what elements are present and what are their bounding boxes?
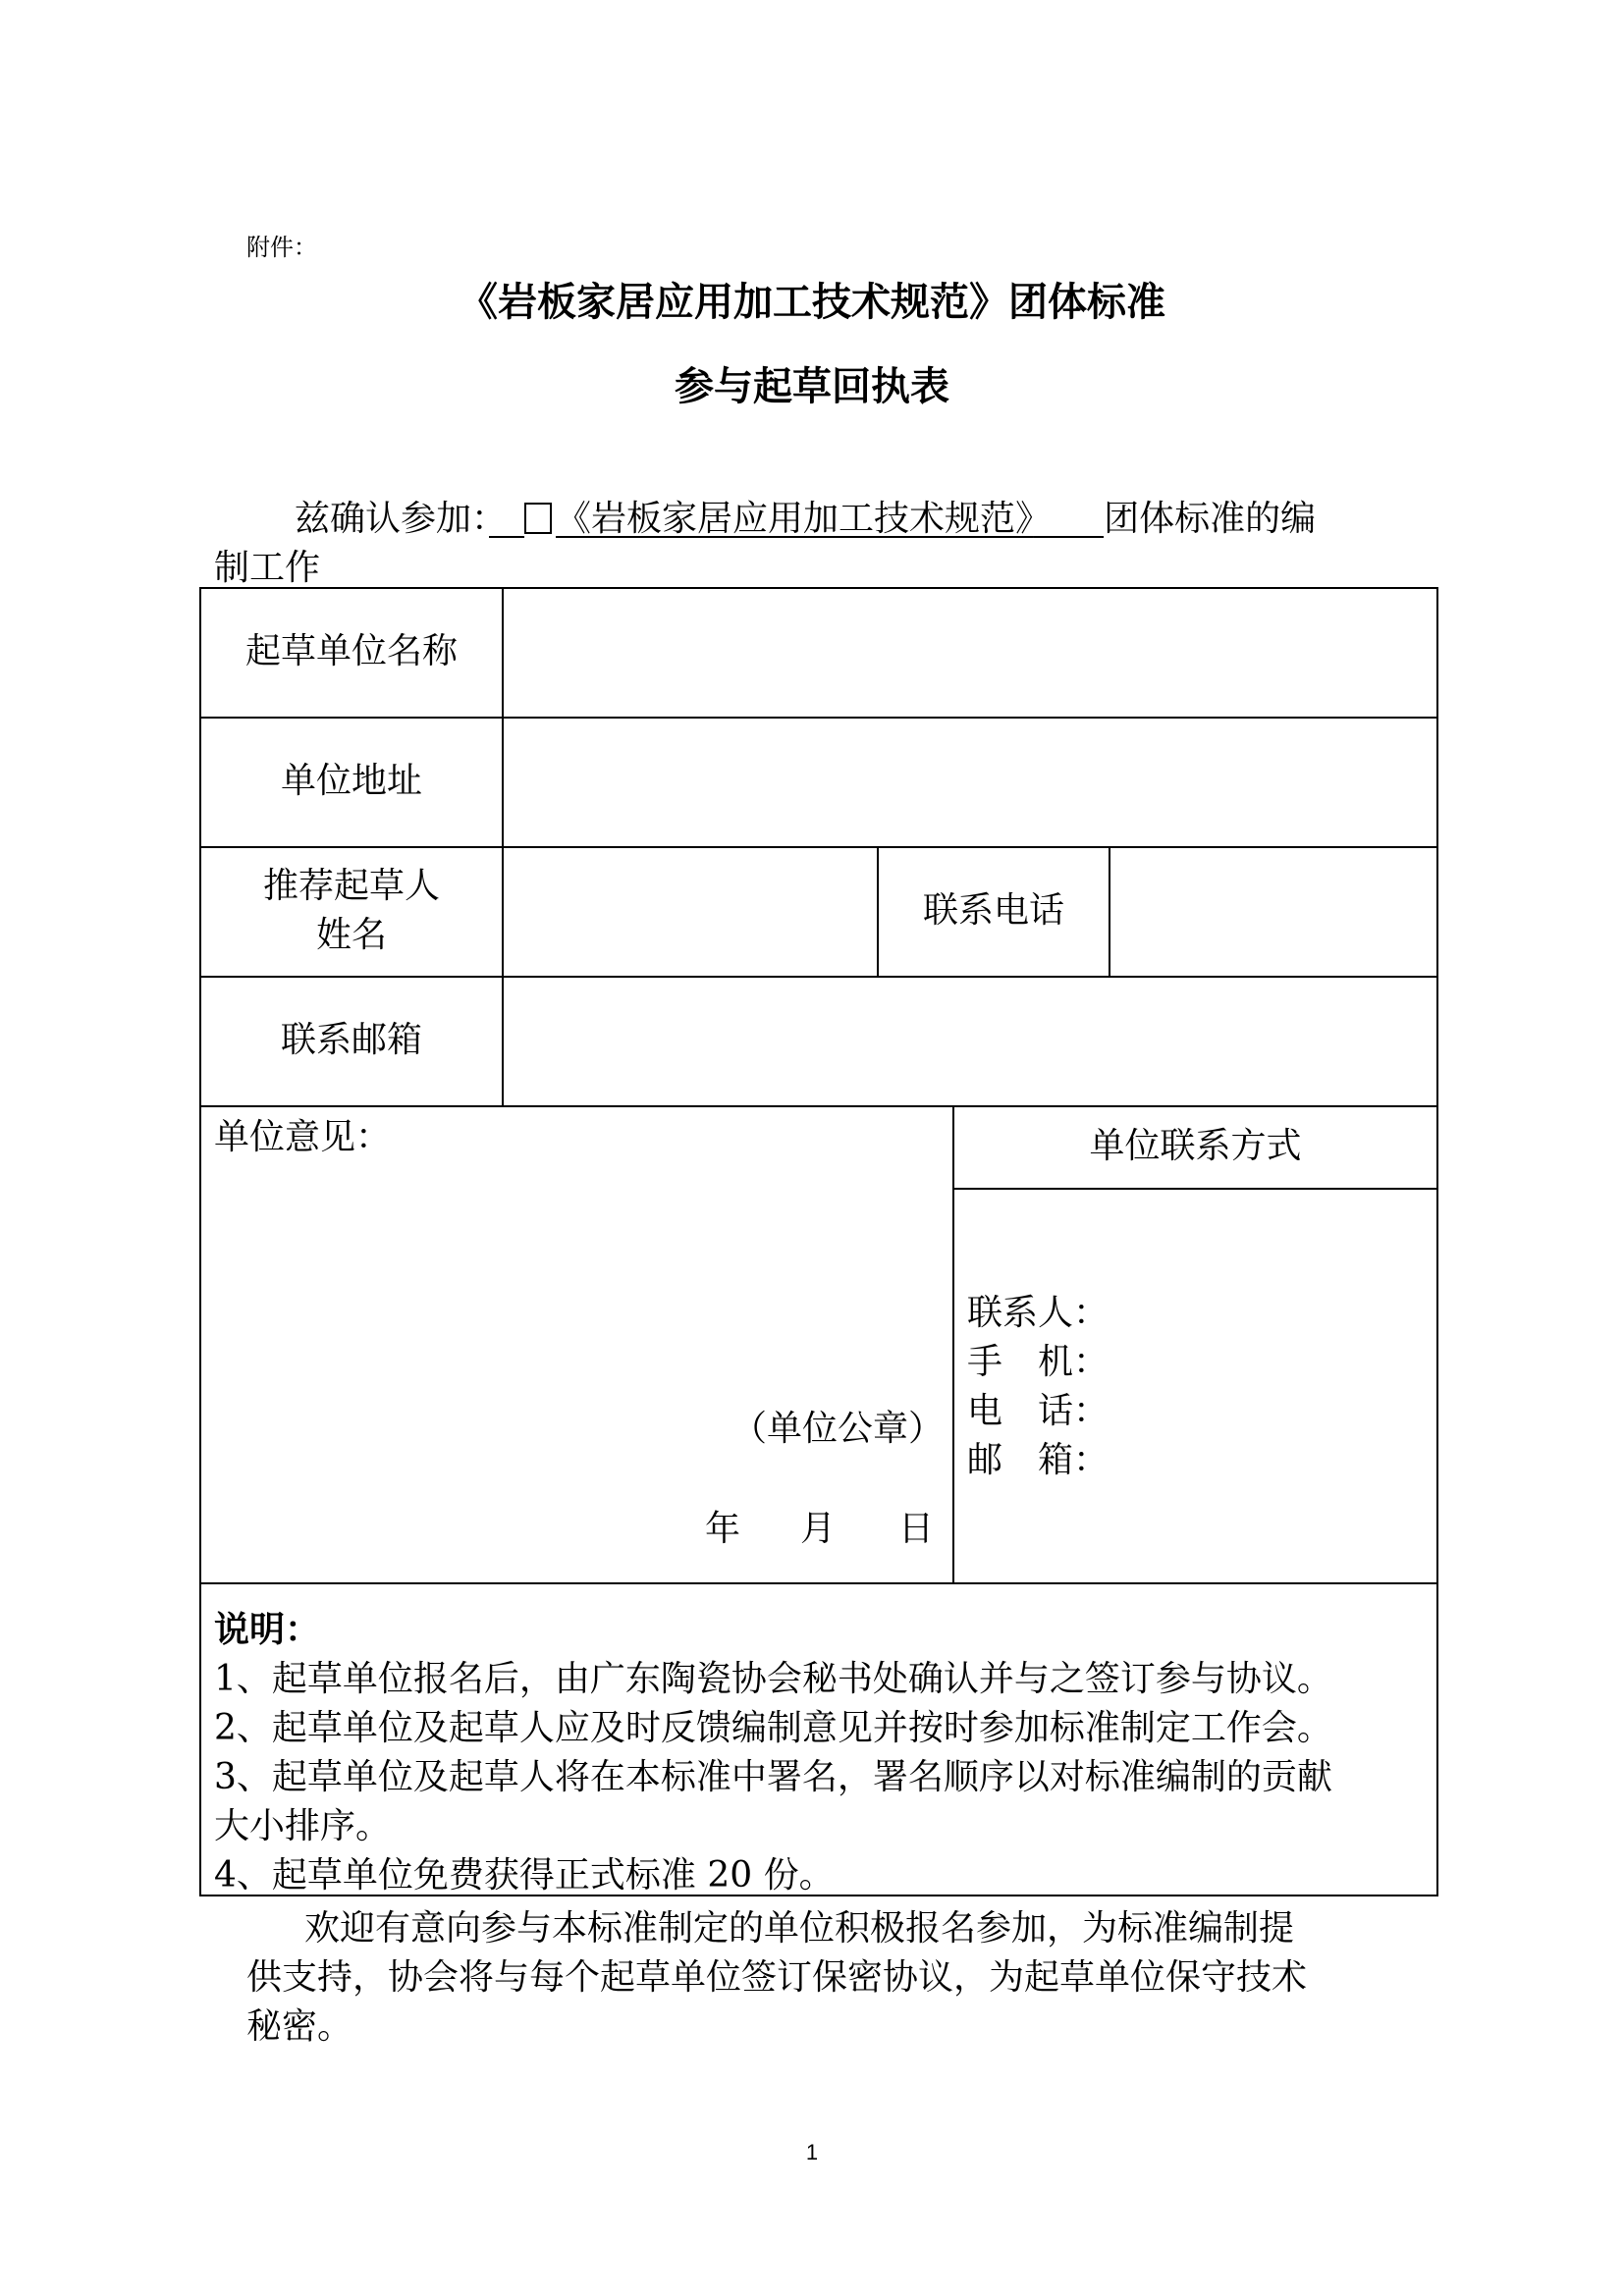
notes-heading: 说明： <box>214 1609 321 1650</box>
opinion-label: 单位意见： <box>214 1117 392 1157</box>
note-item: 3、起草单位及起草人将在本标准中署名，署名顺序以对标准编制的贡献 <box>214 1757 1332 1797</box>
table-border <box>502 587 504 1105</box>
confirm-underlined <box>489 499 1104 539</box>
unit-name-field[interactable] <box>506 591 1435 715</box>
note-item: 4、起草单位免费获得正式标准 20 份。 <box>214 1855 835 1896</box>
confirm-suffix: 团体标准的编 <box>1104 499 1317 539</box>
confirm-continuation: 制工作 <box>214 548 321 588</box>
seal-label: （单位公章） <box>731 1409 945 1449</box>
unit-name-label: 起草单位名称 <box>244 631 458 671</box>
note-item: 1、起草单位报名后，由广东陶瓷协会秘书处确认并与之签订参与协议。 <box>214 1659 1332 1699</box>
contact-header: 单位联系方式 <box>1089 1126 1302 1166</box>
confirm-prefix: 兹确认参加： <box>295 499 490 539</box>
phone-field[interactable] <box>1112 850 1435 974</box>
table-border <box>199 1105 1438 1107</box>
table-border <box>199 976 1438 978</box>
email-field[interactable] <box>506 980 1435 1103</box>
table-border <box>199 846 1438 848</box>
drafter-label-line1: 推荐起草人 <box>262 866 440 906</box>
closing-line: 欢迎有意向参与本标准制定的单位积极报名参加，为标准编制提 <box>304 1908 1295 1949</box>
table-border <box>952 1105 954 1582</box>
document-subtitle: 参与起草回执表 <box>675 363 949 409</box>
mail-label: 邮 箱： <box>967 1440 1110 1480</box>
table-border <box>1436 587 1438 1896</box>
table-border <box>1109 846 1110 976</box>
confirm-standard-name: 《岩板家居应用加工技术规范》 <box>556 499 1034 539</box>
drafter-label-line2: 姓名 <box>315 915 387 955</box>
contact-person-label: 联系人： <box>967 1293 1110 1333</box>
closing-line: 秘密。 <box>246 2006 353 2047</box>
note-item: 大小排序。 <box>214 1806 392 1846</box>
opinion-field[interactable] <box>203 1158 949 1414</box>
phone-label: 联系电话 <box>922 890 1064 931</box>
document-title: 《岩板家居应用加工技术规范》团体标准 <box>459 279 1165 325</box>
table-border <box>199 717 1438 719</box>
attachment-label: 附件： <box>246 234 317 261</box>
closing-line: 供支持，协会将与每个起草单位签订保密协议，为起草单位保守技术 <box>246 1957 1308 1998</box>
mobile-label: 手 机： <box>967 1342 1110 1382</box>
participate-checkbox[interactable] <box>524 503 552 534</box>
table-border <box>199 587 1438 589</box>
table-border <box>199 1582 1438 1584</box>
drafter-name-label <box>201 862 502 960</box>
date-day: 日 <box>898 1509 935 1549</box>
tel-label: 电 话： <box>967 1391 1110 1431</box>
table-border <box>952 1188 1438 1190</box>
page-number: 1 <box>805 2140 819 2164</box>
unit-address-label: 单位地址 <box>280 761 422 801</box>
drafter-name-field[interactable] <box>506 850 875 974</box>
email-label: 联系邮箱 <box>280 1020 422 1060</box>
date-month: 月 <box>800 1509 837 1549</box>
note-item: 2、起草单位及起草人应及时反馈编制意见并按时参加标准制定工作会。 <box>214 1708 1332 1748</box>
unit-address-field[interactable] <box>506 721 1435 844</box>
date-year: 年 <box>705 1509 741 1549</box>
confirm-statement <box>295 491 1316 541</box>
